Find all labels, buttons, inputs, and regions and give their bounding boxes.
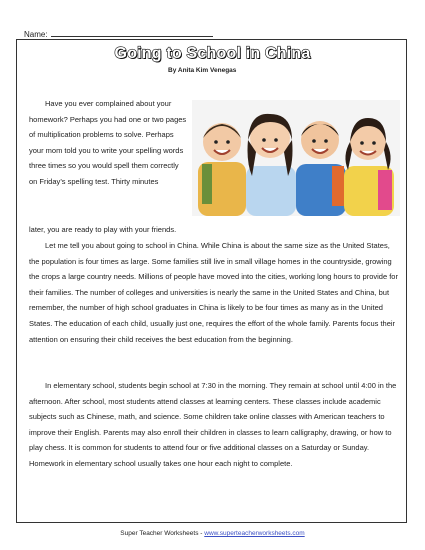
paragraph-1-bottom: later, you are ready to play with your friends. xyxy=(29,225,177,234)
article-title: Going to School in China xyxy=(114,45,311,62)
children-photo xyxy=(192,100,400,216)
name-field-row xyxy=(24,29,213,39)
children-illustration xyxy=(192,100,400,216)
paragraph-1-top-text: Have you ever complained about your homework? Perhaps you had one or two pages of multiplication problems to solve. Perhaps your mom told you to write your spelling words three times so you would spell them correctly on Friday’s spelling test. Thirty minutes xyxy=(29,99,187,186)
footer-prefix: Super Teacher Worksheets - xyxy=(120,530,205,537)
paragraph-3 xyxy=(29,378,399,472)
name-label: Name: xyxy=(24,30,48,39)
paragraph-2-text: Let me tell you about going to school in China. While China is about the same size as the United States, the population is four times as large. Some families still live in small village homes in the countryside, growing the crops a large country needs. Millions of people have moved into the cities, working long hours to provide for their families. The number of colleges and universities is nearly the same in the United States and China, but remember, the number of high school graduates in China is likely to be four times as many as in the United States. The education of each child, usually just one, requires the effort of the whole family. Parents focus their attention on ensuring their child receives the best education from the beginning. xyxy=(29,241,398,344)
paragraph-2 xyxy=(29,238,399,347)
footer xyxy=(0,530,425,537)
footer-link[interactable]: www.superteacherworksheets.com xyxy=(204,530,305,537)
article-byline: By Anita Kim Venegas xyxy=(168,67,237,74)
paragraph-1-top xyxy=(29,96,187,190)
name-blank-line[interactable] xyxy=(51,29,213,37)
paragraph-3-text: In elementary school, students begin school at 7:30 in the morning. They remain at school until 4:00 in the afternoon. After school, most students attend classes at learning centers. These classes include academic subjects such as Chinese, math, and science. Some children take online classes with American teachers to improve their English. Parents may also enroll their children in classes to learn calligraphy, drawing, or how to play chess. It is common for students to attend four or five additional classes on a Saturday or Sunday. Homework in elementary school usually takes one hour each night to complete. xyxy=(29,381,397,468)
